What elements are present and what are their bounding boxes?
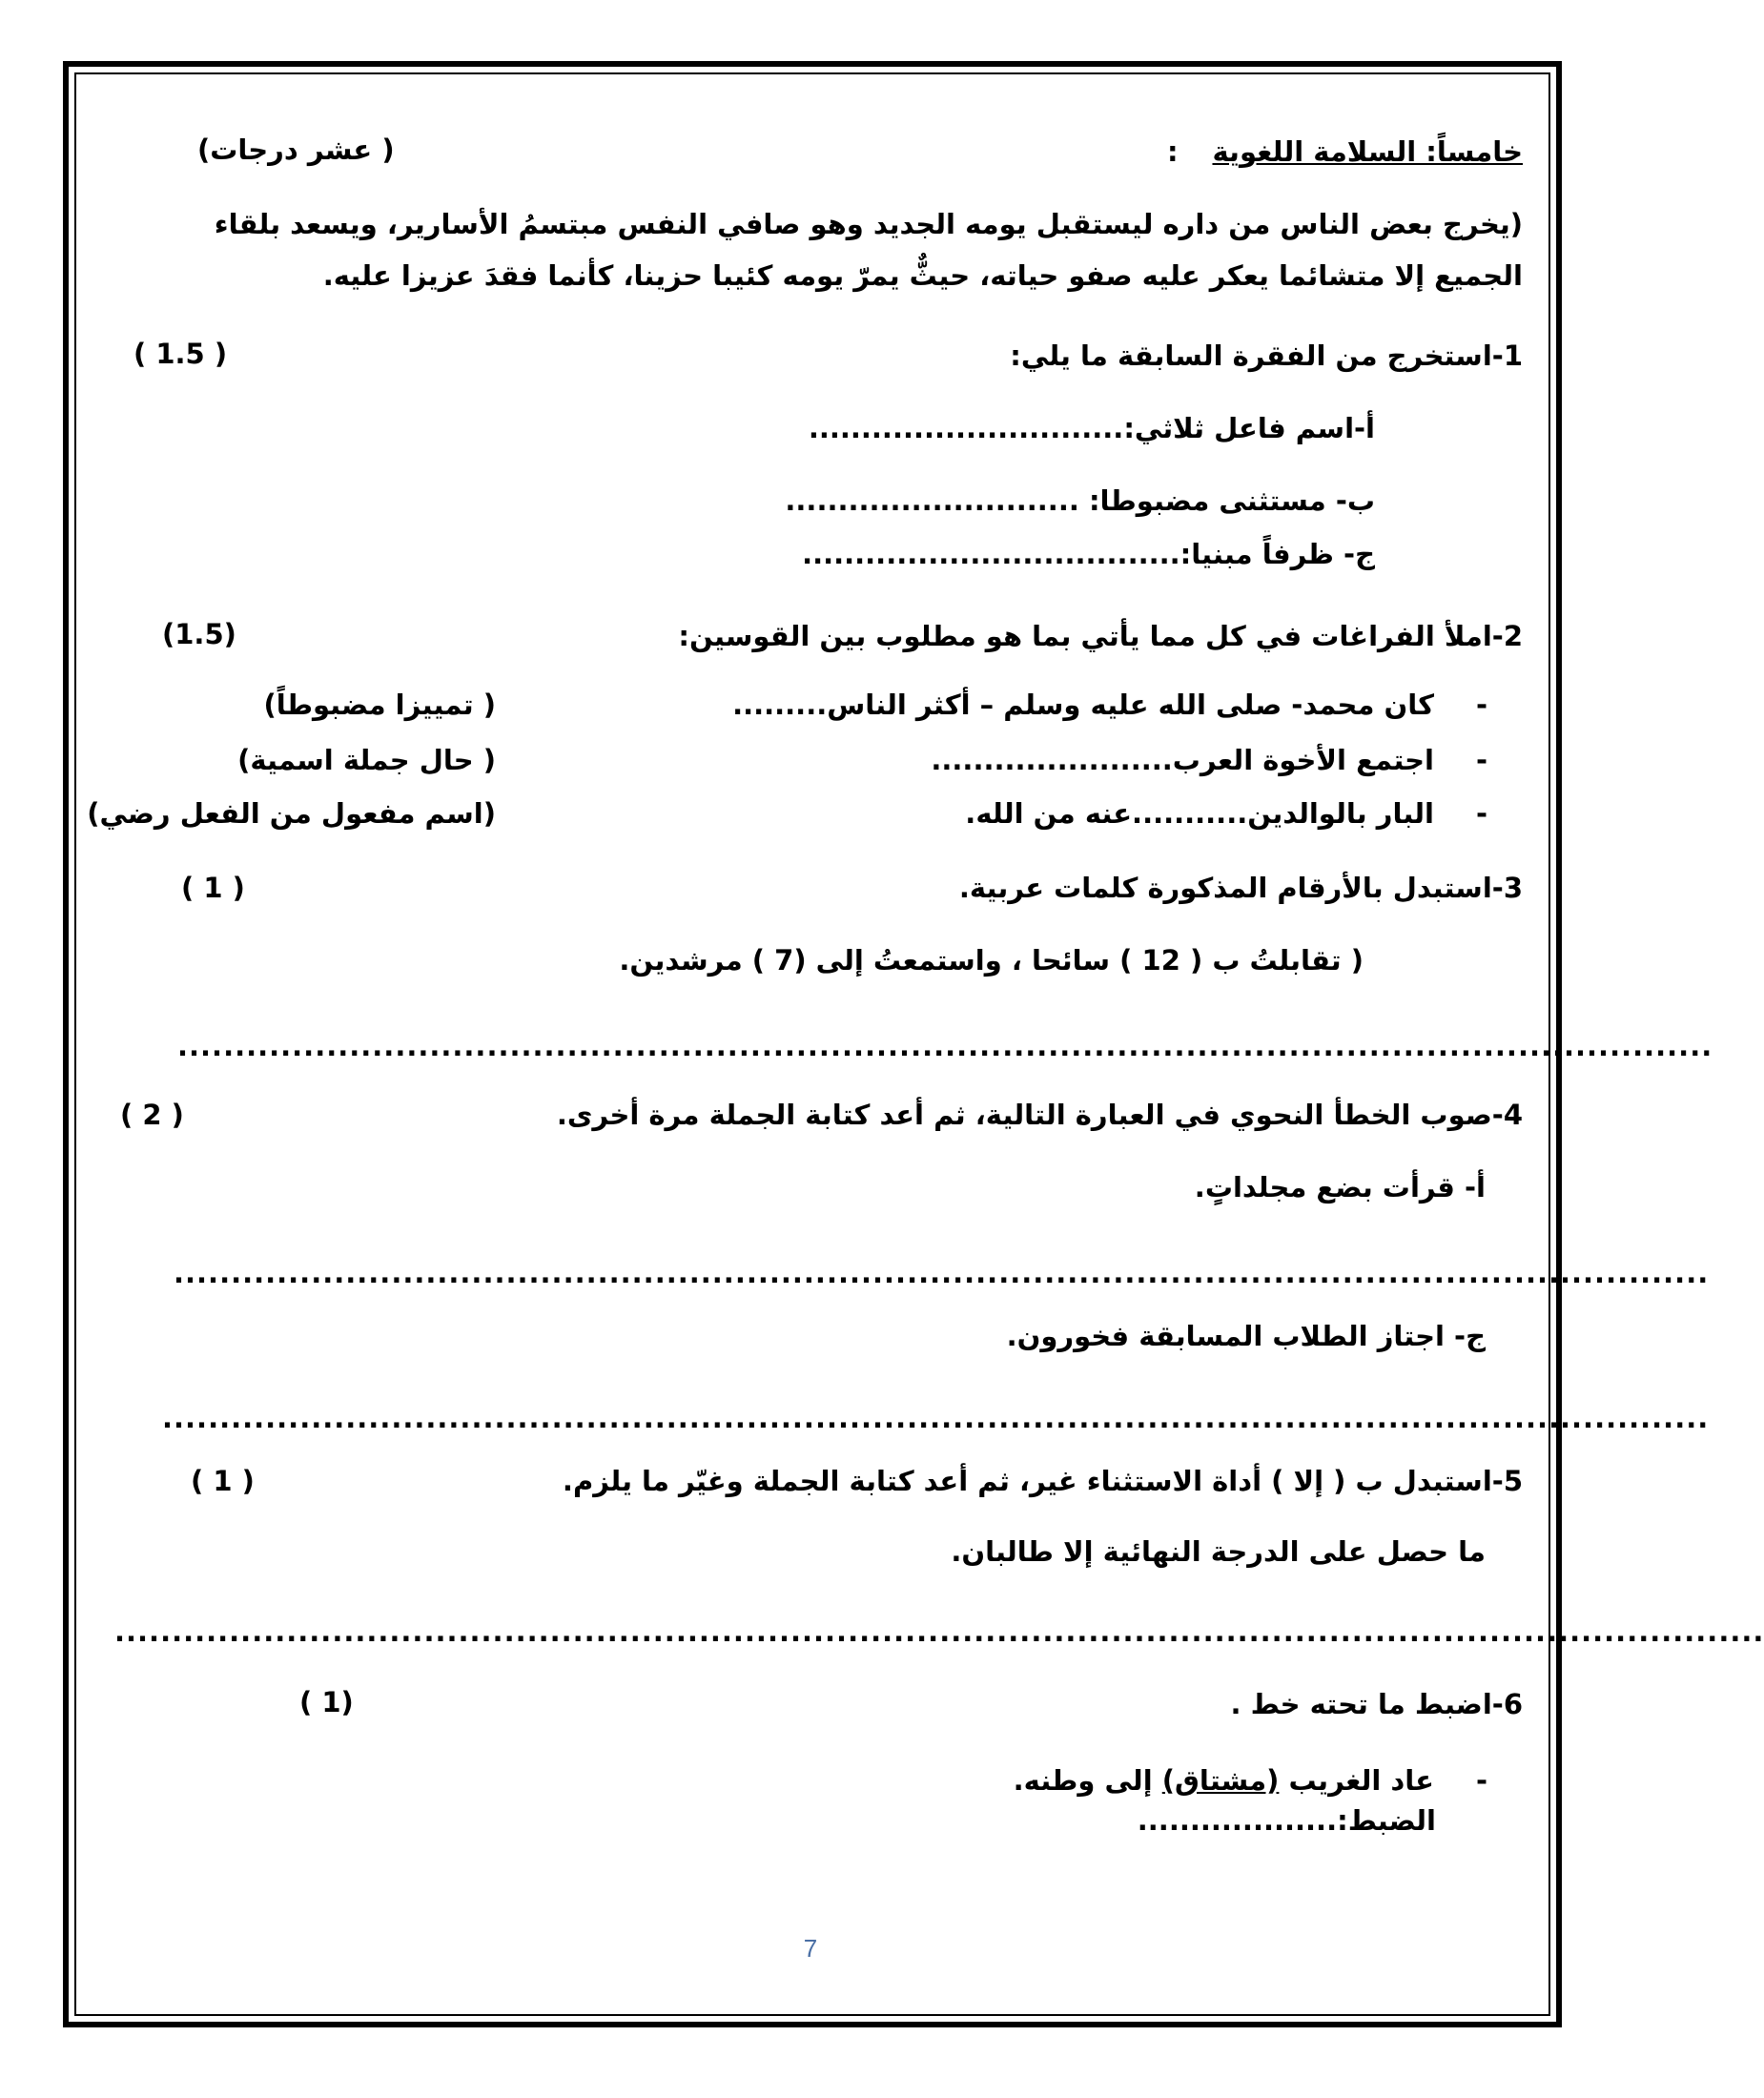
- q6-sentence-after: إلى وطنه.: [1013, 1764, 1162, 1797]
- section-marks: ( عشر درجات): [197, 134, 395, 166]
- q6-prompt: 6-اضبط ما تحته خط .: [1230, 1688, 1523, 1720]
- q2-marks: (1.5): [162, 618, 236, 650]
- q2-bullet-2: -: [1476, 744, 1488, 776]
- q4-prompt: 4-صوب الخطأ النحوي في العبارة التالية، ثم أعد كتابة الجملة مرة أخرى.: [556, 1099, 1523, 1131]
- q4-item-a: أ- قرأت بضع مجلداتٍ.: [1194, 1171, 1486, 1203]
- q2-bullet-3: -: [1476, 797, 1488, 830]
- q2-bullet-1: -: [1476, 689, 1488, 721]
- q5-marks: ( 1 ): [191, 1465, 255, 1497]
- q5-sentence: ما حصل على الدرجة النهائية إلا طالبان.: [951, 1535, 1486, 1568]
- q2-sentence-3: البار بالوالدين...........عنه من الله.: [965, 797, 1434, 830]
- q1-prompt: 1-استخرج من الفقرة السابقة ما يلي:: [1010, 339, 1523, 372]
- q2-hint-3: (اسم مفعول من الفعل رضي): [87, 797, 496, 830]
- q2-hint-1: ( تمييزا مضبوطاً): [263, 689, 496, 721]
- q6-bullet: -: [1476, 1764, 1488, 1797]
- q6-answer-blank[interactable]: ...................: [1137, 1804, 1338, 1837]
- section-title-colon: :: [1167, 135, 1179, 168]
- section-title: خامساً: السلامة اللغوية: [1212, 135, 1523, 168]
- q1-item-b-label: ب- مستثنى مضبوطا:: [1078, 484, 1375, 517]
- q4-answer-line-a[interactable]: ......................................................................................................................................: [174, 1257, 1710, 1289]
- q6-sentence: [1014, 1764, 1434, 1798]
- q1-item-b-blank[interactable]: ............................: [785, 484, 1079, 517]
- passage-line-2: الجميع إلا متشائما يعكر عليه صفو حياته، حيثٌّ يمرّ يومه كئيبا حزينا، كأنما فقدَ عزيزا عليه.: [322, 259, 1523, 292]
- q3-prompt: 3-استبدل بالأرقام المذكورة كلمات عربية.: [958, 872, 1523, 904]
- q1-item-c: [802, 538, 1375, 571]
- q6-answer: [1138, 1804, 1436, 1838]
- page-number: 7: [803, 1934, 818, 1963]
- q4-answer-line-c[interactable]: .......................................................................................................................................: [162, 1402, 1710, 1434]
- q4-item-c: ج- اجتاز الطلاب المسابقة فخورون.: [1006, 1320, 1486, 1352]
- q5-answer-line[interactable]: ................................................................................................................................................: [114, 1615, 1764, 1648]
- q1-item-c-blank[interactable]: ....................................: [802, 538, 1180, 570]
- q6-sentence-before: عاد الغريب: [1279, 1764, 1434, 1797]
- q1-item-c-label: ج- ظرفاً مبنيا:: [1179, 538, 1375, 570]
- q6-marks: ( 1): [299, 1686, 354, 1718]
- q2-sentence-2: اجتمع الأخوة العرب.......................: [931, 744, 1434, 776]
- q4-marks: ( 2 ): [120, 1099, 184, 1131]
- q1-item-b: [785, 484, 1375, 518]
- q1-item-a: [809, 412, 1375, 445]
- passage-line-1: (يخرج بعض الناس من داره ليستقبل يومه الجديد وهو صافي النفس مبتسمُ الأسارير، ويسعد بلقاء: [214, 208, 1523, 240]
- q2-hint-2: ( حال جملة اسمية): [237, 744, 496, 776]
- q6-underlined-word: (مشتاق): [1161, 1764, 1280, 1797]
- q1-marks: ( 1.5 ): [133, 338, 228, 370]
- q1-item-a-blank[interactable]: ..............................: [808, 412, 1124, 444]
- q2-sentence-1: كان محمد- صلى الله عليه وسلم – أكثر الناس.........: [732, 689, 1434, 721]
- q3-marks: ( 1 ): [181, 872, 245, 904]
- q3-answer-line[interactable]: ......................................................................................................................................: [177, 1030, 1713, 1062]
- q2-prompt: 2-املأ الفراغات في كل مما يأتي بما هو مطلوب بين القوسين:: [678, 620, 1523, 652]
- q6-answer-label: الضبط:: [1337, 1804, 1436, 1837]
- q5-prompt: 5-استبدل ب ( إلا ) أداة الاستثناء غير، ثم أعد كتابة الجملة وغيّر ما يلزم.: [562, 1465, 1523, 1497]
- q3-sentence: ( تقابلتُ ب ( 12 ) سائحا ، واستمعتُ إلى (7 ) مرشدين.: [619, 944, 1364, 977]
- q1-item-a-label: أ-اسم فاعل ثلاثي:: [1123, 412, 1375, 444]
